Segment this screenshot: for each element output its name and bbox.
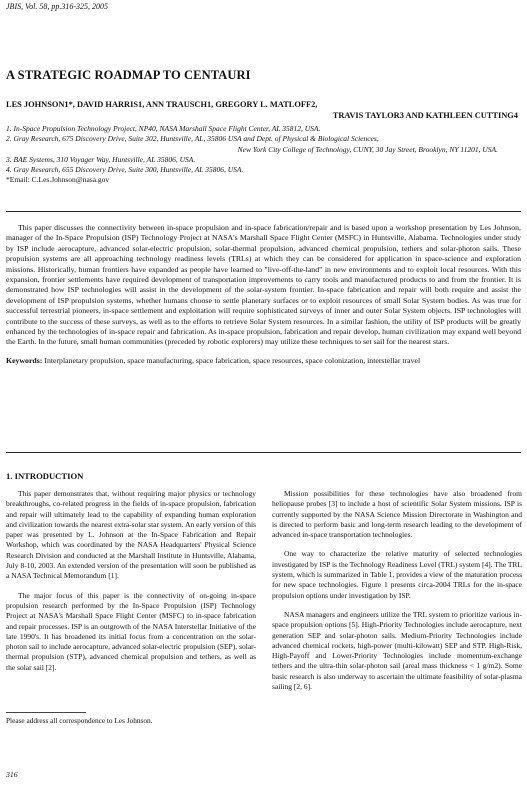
right-paragraph-2: One way to characterize the relative maturity of selected technologies investigated by ISP is the Technology Readiness Level (TRL) system [4]. The TRL system, which is summarized in Table 1, provides a view of the maturation process for new space technologies. Figure 1 presents circa-2004 TRLs for the in-space propulsion options under investigation by ISP. <box>272 549 522 600</box>
author-line-2: TRAVIS TAYLOR3 AND KATHLEEN CUTTING4 <box>332 110 518 120</box>
affiliations <box>6 124 518 186</box>
abstract <box>6 223 521 366</box>
keywords <box>6 356 521 366</box>
left-paragraph-2: The major focus of this paper is the connectivity of on-going in-space propulsion research performed by the In-Space Propulsion (ISP) Technology Project at NASA's Marshall Space Flight Center (MSFC) to in-space fabrication and repair processes. ISP is an outgrowth of the NASA Interstellar Initiative of the late 1990's. It has broadened its initial focus from a concentration on the solar-photon sail to include aerocapture, advanced solar-electric propulsion (SEP), solar-thermal propulsion (STP), advanced chemical propulsion and tethers, as well as the solar sail [2]. <box>6 590 256 672</box>
section-heading: 1. INTRODUCTION <box>6 471 84 481</box>
affiliation-1: 1. In-Space Propulsion Technology Project, NP40, NASA Marshall Space Flight Center, AL 35812, USA. <box>6 124 321 133</box>
keywords-text: Interplanetary propulsion, space manufacturing, space fabrication, space resources, space colonization, interstellar travel <box>44 355 421 365</box>
abstract-bottom-rule <box>6 452 521 453</box>
right-paragraph-3: NASA managers and engineers utilize the TRL system to prioritize various in-space propulsion options [5]. High-Priority Technologies include aerocapture, next generation SEP and solar-photon sails. Medium-Priority Technologies include advanced chemical rockets, high-power (multi-kilowatt) SEP and STP. High-Risk, High-Payoff and Lower-Priority Technologies include momentum-exchange tethers and the ultra-thin solar-photon sail (areal mass thickness < 1 g/m2). Some basic research is also underway to ascertain the ultimate feasibility of solar-plasma sailing [2, 6]. <box>272 609 522 692</box>
paper-title: A STRATEGIC ROADMAP TO CENTAURI <box>6 68 251 82</box>
left-paragraph-1: This paper demonstrates that, without requiring major physics or technology breakthroughs, co-related progress in the fields of in-space propulsion, fabrication and repair will ultimately lead to the capability of expanding human exploration and civilization towards the nearest extra-solar star system. An early version of this paper was presented by L. Johnson at the In-Space Fabrication and Repair Workshop, which was coordinated by the NASA Headquarters' Physical Science Research Division and conducted at the Marshall Institute in Huntsville, Alabama, July 8-10, 2003. An extended version of the presentation will soon be published as a NASA Technical Memorandum [1]. <box>6 489 256 581</box>
footnote-rule <box>6 712 86 713</box>
contact-email: *Email: C.Les.Johnson@nasa.gov <box>6 175 110 185</box>
affiliation-3: 3. BAE Systems, 310 Voyager Way, Huntsville, AL 35806, USA. <box>6 154 196 164</box>
abstract-top-rule <box>6 211 521 212</box>
author-list <box>6 100 518 121</box>
right-paragraph-1: Mission possibilities for these technologies have also broadened from heliopause probes [3] to include a host of scientific Solar System missions. ISP is currently supported by the NASA Science Mission Directorate in Washington and is directed to perform basic and long-term research leading to the development of advanced in-space transportation technologies. <box>272 489 522 540</box>
abstract-text: This paper discusses the connectivity between in-space propulsion and in-space fabrication/repair and is based upon a workshop presentation by Les Johnson, manager of the In-Space Propulsion (ISP) Technology Project at NASA's Marshall Space Flight Center (MSFC) in Huntsville, Alabama. Technologies under study by ISP include aerocapture, advanced solar-electric propulsion, solar-thermal propulsion, advanced chemical propulsion, tethers and solar-photon sails. These propulsion systems are all approaching technology readiness levels (TRLs) at which they can be considered for application in space-science and exploration missions. Historically, human frontiers have expanded as people have learned to "live-off-the-land" in new environments and to exploit local resources. With this expansion, frontier settlements have required development of transportation improvements to carry tools and manufactured products to and from the frontier. It is demonstrated how ISP technologies will assist in the development of the solar-system frontier. In-space fabrication and repair will both require and assist the development of ISP propulsion systems, whether humans choose to settle planetary surfaces or to exploit resources of small Solar System bodies. As was true for successful terrestrial pioneers, in-space settlement and exploitation will require sophisticated surveys of inner and outer Solar System objects. ISP technologies will contribute to the success of these surveys, as well as to the efforts to retrieve Solar System resources. In a similar fashion, the utility of ISP products will be greatly enhanced by the technologies of in-space repair and fabrication. As in-space propulsion, fabrication and repair develop, human civilization may expand well beyond the Earth. In the future, small human communities (preceded by robotic explorers) may utilize these techniques to set sail for the nearest stars. <box>6 223 521 347</box>
footnote: Please address all correspondence to Les Johnson. <box>6 716 153 725</box>
author-line-1: LES JOHNSON1*, DAVID HARRIS1, ANN TRAUSCH1, GREGORY L. MATLOFF2, <box>6 100 318 109</box>
keywords-label: Keywords: <box>6 355 43 365</box>
affiliation-2-continued: New York City College of Technology, CUNY, 30 Jay Street, Brooklyn, NY 11201, USA. <box>237 144 498 154</box>
running-head: JBIS, Vol. 58, pp.316-325, 2005 <box>6 2 108 11</box>
left-column <box>6 489 256 682</box>
affiliation-4: 4. Gray Research, 655 Discovery Drive, Suite 300, Huntsville, AL 35806, USA. <box>6 165 244 175</box>
right-column <box>272 489 522 701</box>
affiliation-2: 2. Gray Research, 675 Discovery Drive, Suite 302, Huntsville, AL, 35806 USA and Dept. of Physical & Biological Sciences, <box>6 134 379 144</box>
page-number: 316 <box>6 770 18 779</box>
